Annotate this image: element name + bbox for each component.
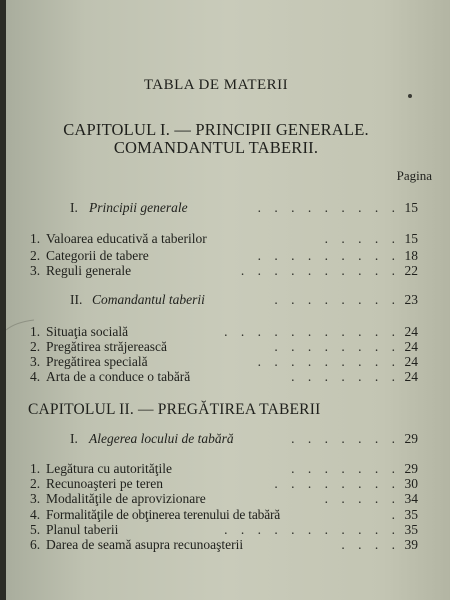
entry-number: 1. xyxy=(30,324,41,339)
leader-dots: . . . . . . . . . . . xyxy=(224,522,400,537)
page-number: 30 xyxy=(404,476,418,491)
entry-number: 2. xyxy=(30,476,41,491)
entry-number: 2. xyxy=(30,248,41,263)
chapter1-title-line2: COMANDANTUL TABERII. xyxy=(113,138,319,157)
entry-title: Formalităţile de obţinerea terenului de tabără xyxy=(46,507,281,522)
entry-number: 3. xyxy=(30,491,41,506)
page-number: 34 xyxy=(404,491,418,506)
page-number: 39 xyxy=(404,537,418,552)
entry-title: Reguli generale xyxy=(46,263,132,278)
section-number: I. xyxy=(70,200,78,215)
section-title: Comandantul taberii xyxy=(92,292,205,307)
leader-dots: . . . . . xyxy=(324,231,400,246)
leader-dots: . xyxy=(391,507,400,522)
leader-dots: . . . . . . . . . . . xyxy=(224,324,400,339)
entry-title: Darea de seamă asupra recunoaşterii xyxy=(46,537,244,552)
entry-title: Situaţia socială xyxy=(46,324,129,339)
leader-dots: . . . . . . . . . xyxy=(257,248,400,263)
entry-number: 1. xyxy=(30,461,41,476)
pagina-header: Pagina xyxy=(396,168,432,183)
entry-number: 3. xyxy=(30,354,41,369)
leader-dots: . . . . . . . xyxy=(291,461,400,476)
leader-dots: . . . . . . . . xyxy=(274,476,400,491)
toc-entry-row xyxy=(6,231,450,249)
page-number: 24 xyxy=(404,354,418,369)
entry-title: Categorii de tabere xyxy=(46,248,149,263)
entry-title: Arta de a conduce o tabără xyxy=(46,369,191,384)
toc-section-row xyxy=(6,200,450,218)
paper-crease xyxy=(6,318,36,334)
entry-number: 6. xyxy=(30,537,41,552)
entry-title: Pregătirea străjerească xyxy=(46,339,168,354)
page-number: 24 xyxy=(404,369,418,384)
page-number: 23 xyxy=(404,292,418,307)
book-page xyxy=(6,0,450,600)
leader-dots: . . . . xyxy=(341,537,400,552)
toc-entry-row xyxy=(6,369,450,387)
entry-number: 3. xyxy=(30,263,41,278)
entry-title: Recunoaşteri pe teren xyxy=(46,476,163,491)
section-title: Principii generale xyxy=(89,200,188,215)
chapter1-title-line1: CAPITOLUL I. — PRINCIPII GENERALE. xyxy=(63,120,369,139)
toc-section-row xyxy=(6,431,450,449)
page-number: 15 xyxy=(404,231,418,246)
section-number: II. xyxy=(70,292,83,307)
leader-dots: . . . . . . . . xyxy=(274,339,400,354)
entry-title: Modalităţile de aprovizionare xyxy=(46,491,206,506)
entry-title: Valoarea educativă a taberilor xyxy=(46,231,207,246)
page-number: 29 xyxy=(404,431,418,446)
section-number: I. xyxy=(70,431,78,446)
leader-dots: . . . . . . . xyxy=(291,431,400,446)
entry-title: Pregătirea specială xyxy=(46,354,148,369)
toc-title: TABLA DE MATERII xyxy=(143,77,289,93)
entry-number: 4. xyxy=(30,369,41,384)
ink-speck xyxy=(406,92,414,100)
entry-title: Legătura cu autorităţile xyxy=(46,461,172,476)
page-number: 24 xyxy=(404,324,418,339)
leader-dots: . . . . . . . . . xyxy=(257,354,400,369)
chapter2-title: CAPITOLUL II. — PREGĂTIREA TABERII xyxy=(28,401,321,418)
leader-dots: . . . . . . . . . xyxy=(257,200,400,215)
entry-number: 4. xyxy=(30,507,41,522)
page-number: 35 xyxy=(404,522,418,537)
leader-dots: . . . . . . . xyxy=(291,369,400,384)
page-number: 29 xyxy=(404,461,418,476)
leader-dots: . . . . . xyxy=(324,491,400,506)
toc-entry-row xyxy=(6,263,450,281)
toc-entry-row xyxy=(6,537,450,555)
page-number: 22 xyxy=(404,263,418,278)
page-number: 24 xyxy=(404,339,418,354)
entry-title: Planul taberii xyxy=(46,522,119,537)
entry-number: 1. xyxy=(30,231,41,246)
entry-number: 5. xyxy=(30,522,41,537)
page-number: 35 xyxy=(404,507,418,522)
section-title: Alegerea locului de tabără xyxy=(89,431,234,446)
leader-dots: . . . . . . . . . . xyxy=(240,263,400,278)
page-number: 15 xyxy=(404,200,418,215)
entry-number: 2. xyxy=(30,339,41,354)
toc-section-row xyxy=(6,292,450,310)
leader-dots: . . . . . . . . xyxy=(274,292,400,307)
page-number: 18 xyxy=(404,248,418,263)
